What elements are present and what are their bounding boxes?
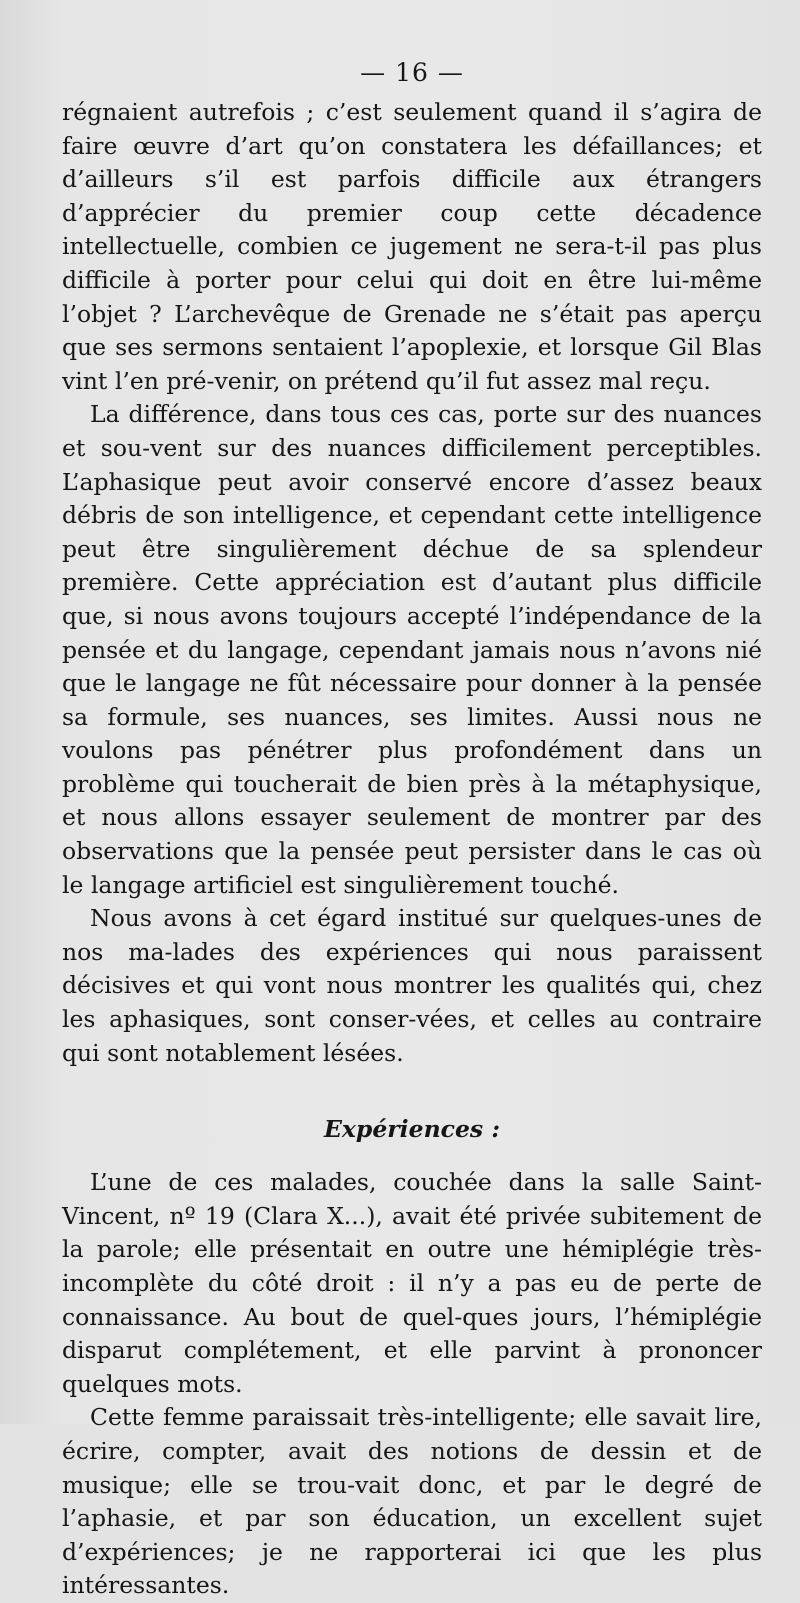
paragraph-5: Cette femme paraissait très-intelligente; elle savait lire, écrire, compter, avait des notions de dessin et de musique; elle se trou-vait donc, et par le degré de l’aphasie, et par son éducation, un excellent sujet d’expériences; je ne rapporterai ici que les plus intéressantes. — [62, 1403, 762, 1600]
paragraph-4: L’une de ces malades, couchée dans la salle Saint-Vincent, nº 19 (Clara X...), avait été privée subitement de la parole; elle présentait en outre une hémiplégie très-incomplète du côté droit : il n’y a pas eu de perte de connaissance. Au bout de quel-ques jours, l’hémiplégie disparut complétement, et elle parvint à prononcer quelques mots. — [62, 1168, 762, 1398]
main-text — [62, 96, 762, 1603]
page-number: — 16 — — [360, 58, 464, 87]
section-heading: Expériences : — [324, 1115, 500, 1144]
paragraph-1: régnaient autrefois ; c’est seulement quand il s’agira de faire œuvre d’art qu’on constatera les défaillances; et d’ailleurs s’il est parfois difficile aux étrangers d’apprécier du premier coup cette décadence intellectuelle, combien ce jugement ne sera-t-il pas plus difficile à porter pour celui qui doit en être lui-même l’objet ? L’archevêque de Grenade ne s’était pas aperçu que ses sermons sentaient l’apoplexie, et lorsque Gil Blas vint l’en pré-venir, on prétend qu’il fut assez mal reçu. — [62, 98, 762, 395]
paragraph-3: Nous avons à cet égard institué sur quelques-unes de nos ma-lades des expériences qui nous paraissent décisives et qui vont nous montrer les qualités qui, chez les aphasiques, sont conser-vées, et celles au contraire qui sont notablement lésées. — [62, 904, 762, 1067]
paragraph-2: La différence, dans tous ces cas, porte sur des nuances et sou-vent sur des nuances difficilement perceptibles. L’aphasique peut avoir conservé encore d’assez beaux débris de son intelligence, et cependant cette intelligence peut être singulièrement déchue de sa splendeur première. Cette appréciation est d’autant plus difficile que, si nous avons toujours accepté l’indépendance de la pensée et du langage, cependant jamais nous n’avons nié que le langage ne fût nécessaire pour donner à la pensée sa formule, ses nuances, ses limites. Aussi nous ne voulons pas pénétrer plus profondément dans un problème qui toucherait de bien près à la métaphysique, et nous allons essayer seulement de montrer par des observations que la pensée peut persister dans le cas où le langage artificiel est singulièrement touché. — [62, 400, 762, 899]
